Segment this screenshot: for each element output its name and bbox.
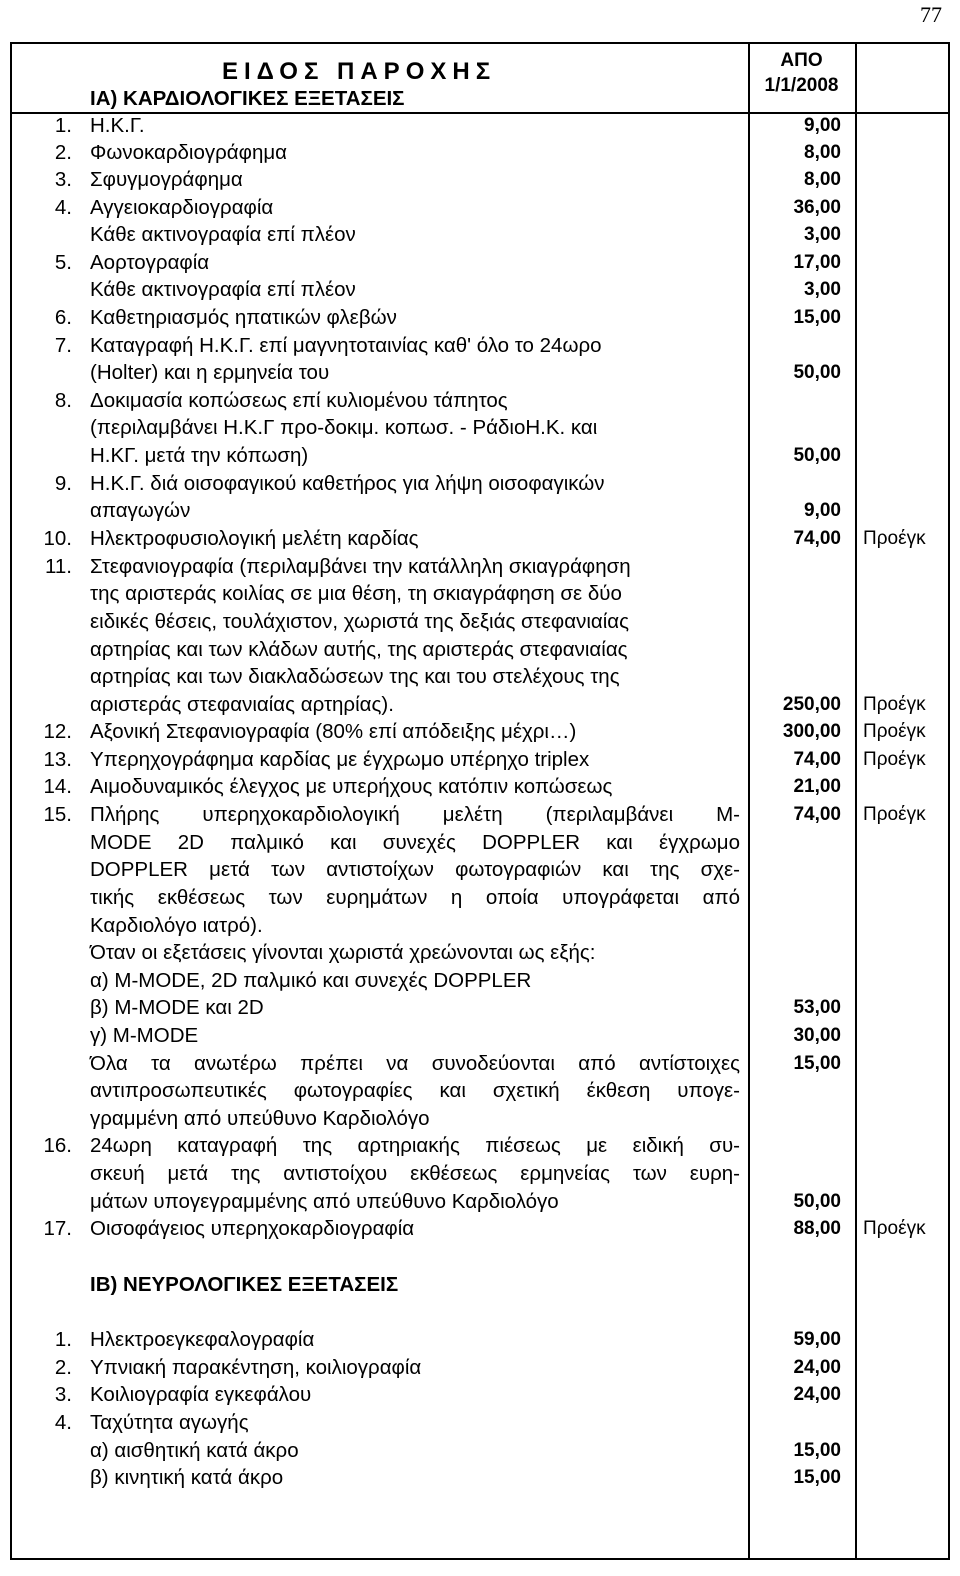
table-row — [12, 221, 948, 249]
table-row — [12, 525, 948, 553]
item-price: 17,00 — [793, 252, 841, 273]
table-row — [12, 194, 948, 222]
table-row — [12, 580, 948, 608]
item-description: αρτηρίας και των κλάδων αυτής, της αριστεράς στεφανιαίας — [90, 638, 628, 661]
section-heading: ΙΑ) ΚΑΡΔΙΟΛΟΓΙΚΕΣ ΕΞΕΤΑΣΕΙΣ — [90, 87, 405, 110]
item-price: 15,00 — [793, 1053, 841, 1074]
item-price: 3,00 — [804, 279, 841, 300]
item-description: (Holter) και η ερμηνεία του — [90, 361, 330, 384]
table-row — [12, 1215, 948, 1243]
item-number: 9. — [54, 472, 72, 495]
item-price: 74,00 — [793, 528, 841, 549]
table-row — [12, 497, 948, 525]
item-description: μάτων υπογεγραμμένης από υπεύθυνο Καρδιολόγο — [90, 1190, 559, 1213]
table-row — [12, 856, 948, 884]
item-number: 10. — [43, 527, 72, 550]
table-row — [12, 414, 948, 442]
price-table — [10, 42, 950, 1560]
table-row — [12, 801, 948, 829]
item-note: Προέγκ — [863, 804, 926, 825]
item-description: Η.Κ.Γ. διά οισοφαγικού καθετήρος για λήψη οισοφαγικών — [90, 472, 605, 495]
item-number: 11. — [45, 555, 72, 578]
table-row — [12, 746, 948, 774]
item-description: α) αισθητική κατά άκρο — [90, 1439, 299, 1462]
item-description: Φωνοκαρδιογράφημα — [90, 141, 288, 164]
table-row — [12, 442, 948, 470]
item-description: απαγωγών — [90, 499, 191, 522]
table-row — [12, 1464, 948, 1492]
item-description: Αιμοδυναμικός έλεγχος με υπερήχους κατόπιν κοπώσεως — [90, 775, 613, 798]
item-description: Κάθε ακτινογραφία επί πλέον — [90, 223, 356, 246]
item-number: 16. — [43, 1134, 72, 1157]
item-description: Ηλεκτροεγκεφαλογραφία — [90, 1328, 315, 1351]
item-price: 30,00 — [793, 1025, 841, 1046]
item-description: DOPPLER μετά των αντιστοίχων φωτογραφιών και της σχε- — [90, 858, 740, 881]
item-description: αντιπροσωπευτικές φωτογραφίες και σχετική έκθεση υπογε- — [90, 1079, 740, 1102]
item-description: Κάθε ακτινογραφία επί πλέον — [90, 278, 356, 301]
item-number: 3. — [54, 1383, 72, 1406]
item-price: 8,00 — [804, 169, 841, 190]
table-row — [12, 829, 948, 857]
item-description: σκευή μετά της αντιστοίχου εκθέσεως ερμηνείας των ευρη- — [90, 1162, 740, 1185]
item-number: 8. — [54, 389, 72, 412]
item-price: 50,00 — [793, 362, 841, 383]
item-price: 21,00 — [793, 776, 841, 797]
table-row — [12, 912, 948, 940]
header-apo-date: 1/1/2008 — [764, 75, 839, 96]
item-number: 14. — [43, 775, 72, 798]
table-row — [12, 332, 948, 360]
item-price: 15,00 — [793, 307, 841, 328]
item-description: β) M-MODE και 2D — [90, 996, 264, 1019]
table-row — [12, 1160, 948, 1188]
item-number: 12. — [43, 720, 72, 743]
table-row — [12, 276, 948, 304]
item-number: 17. — [43, 1217, 72, 1240]
table-row — [12, 1077, 948, 1105]
item-description: Σφυγμογράφημα — [90, 168, 243, 191]
item-description: Υπνιακή παρακέντηση, κοιλιογραφία — [90, 1356, 422, 1379]
section-heading: ΙΒ) ΝΕΥΡΟΛΟΓΙΚΕΣ ΕΞΕΤΑΣΕΙΣ — [90, 1273, 399, 1296]
item-note: Προέγκ — [863, 749, 926, 770]
item-price: 50,00 — [793, 1191, 841, 1212]
item-description: Αορτογραφία — [90, 251, 210, 274]
table-row — [12, 1188, 948, 1216]
table-row — [12, 304, 948, 332]
item-price: 250,00 — [782, 694, 841, 715]
table-header-title: ΕΙΔΟΣ ΠΑΡΟΧΗΣ — [222, 58, 497, 85]
item-price: 9,00 — [804, 115, 841, 136]
item-description: Καταγραφή Η.Κ.Γ. επί μαγνητοταινίας καθ' όλο το 24ωρο — [90, 334, 602, 357]
item-description: Η.ΚΓ. μετά την κόπωση) — [90, 444, 309, 467]
item-number: 15. — [43, 803, 72, 826]
item-description: Στεφανιογραφία (περιλαμβάνει την κατάλληλη σκιαγράφηση — [90, 555, 631, 578]
table-row — [12, 967, 948, 995]
table-row — [12, 663, 948, 691]
item-number: 5. — [54, 251, 72, 274]
table-row — [12, 773, 948, 801]
item-number: 6. — [54, 306, 72, 329]
item-description: Οισοφάγειος υπερηχοκαρδιογραφία — [90, 1217, 415, 1240]
table-row — [12, 636, 948, 664]
item-number: 1. — [54, 114, 72, 137]
item-description: Όλα τα ανωτέρω πρέπει να συνοδεύονται από αντίστοιχες — [90, 1052, 740, 1075]
table-row — [12, 691, 948, 719]
item-price: 15,00 — [793, 1440, 841, 1461]
item-number: 4. — [54, 1411, 72, 1434]
table-row — [12, 249, 948, 277]
item-description: αριστεράς στεφανιαίας αρτηρίας). — [90, 693, 394, 716]
table-row — [12, 85, 948, 113]
item-description: Ηλεκτροφυσιολογική μελέτη καρδίας — [90, 527, 419, 550]
item-description: Όταν οι εξετάσεις γίνονται χωριστά χρεώνονται ως εξής: — [90, 941, 596, 964]
item-number: 1. — [54, 1328, 72, 1351]
table-row — [12, 470, 948, 498]
table-row — [12, 884, 948, 912]
table-row — [12, 387, 948, 415]
table-row — [12, 1326, 948, 1354]
item-description: αρτηρίας και των διακλαδώσεων της και του στελέχους της — [90, 665, 620, 688]
item-description: MODE 2D παλμικό και συνεχές DOPPLER και έγχρωμο — [90, 831, 740, 854]
item-description: ειδικές θέσεις, τουλάχιστον, χωριστά της δεξιάς στεφανιαίας — [90, 610, 630, 633]
item-description: Καρδιολόγο ιατρό). — [90, 914, 263, 937]
item-number: 13. — [43, 748, 72, 771]
item-number: 2. — [54, 1356, 72, 1379]
item-price: 15,00 — [793, 1467, 841, 1488]
item-price: 8,00 — [804, 142, 841, 163]
table-row — [12, 112, 948, 140]
item-price: 9,00 — [804, 500, 841, 521]
table-row — [12, 939, 948, 967]
table-row — [12, 1354, 948, 1382]
page-number: 77 — [920, 2, 942, 27]
item-description: Πλήρης υπερηχοκαρδιολογική μελέτη (περιλαμβάνει Μ- — [90, 803, 740, 826]
item-description: Κοιλιογραφία εγκεφάλου — [90, 1383, 312, 1406]
item-price: 59,00 — [793, 1329, 841, 1350]
item-note: Προέγκ — [863, 694, 926, 715]
table-row — [12, 139, 948, 167]
item-number: 4. — [54, 196, 72, 219]
item-description: Αγγειοκαρδιογραφία — [90, 196, 274, 219]
item-price: 24,00 — [793, 1357, 841, 1378]
item-price: 53,00 — [793, 997, 841, 1018]
header-apo-label: ΑΠΟ — [780, 50, 823, 71]
table-row — [12, 359, 948, 387]
item-price: 3,00 — [804, 224, 841, 245]
item-price: 36,00 — [793, 197, 841, 218]
item-description: Δοκιμασία κοπώσεως επί κυλιομένου τάπητος — [90, 389, 508, 412]
item-description: β) κινητική κατά άκρο — [90, 1466, 284, 1489]
table-row — [12, 553, 948, 581]
table-row — [12, 1409, 948, 1437]
table-row — [12, 166, 948, 194]
item-description: γ) M-MODE — [90, 1024, 199, 1047]
item-description: α) M-MODE, 2D παλμικό και συνεχές DOPPLER — [90, 969, 532, 992]
table-row — [12, 718, 948, 746]
item-description: τικής εκθέσεως των ευρημάτων η οποία υπογράφεται από — [90, 886, 740, 909]
table-row — [12, 608, 948, 636]
item-description: Υπερηχογράφημα καρδίας με έγχρωμο υπέρηχο triplex — [90, 748, 590, 771]
table-row — [12, 1105, 948, 1133]
table-row — [12, 1132, 948, 1160]
table-row — [12, 994, 948, 1022]
item-description: 24ωρη καταγραφή της αρτηριακής πιέσεως με ειδική συ- — [90, 1134, 740, 1157]
table-row — [12, 1437, 948, 1465]
item-price: 24,00 — [793, 1384, 841, 1405]
item-note: Προέγκ — [863, 721, 926, 742]
item-description: (περιλαμβάνει Η.Κ.Γ προ-δοκιμ. κοπωσ. - ΡάδιοΗ.Κ. και — [90, 416, 598, 439]
item-price: 74,00 — [793, 749, 841, 770]
table-row — [12, 1050, 948, 1078]
item-price: 88,00 — [793, 1218, 841, 1239]
item-note: Προέγκ — [863, 1218, 926, 1239]
table-row — [12, 1381, 948, 1409]
item-number: 7. — [54, 334, 72, 357]
item-note: Προέγκ — [863, 528, 926, 549]
item-number: 3. — [54, 168, 72, 191]
item-description: Ταχύτητα αγωγής — [90, 1411, 249, 1434]
item-description: Αξονική Στεφανιογραφία (80% επί απόδειξης μέχρι…) — [90, 720, 577, 743]
table-row — [12, 1022, 948, 1050]
item-price: 74,00 — [793, 804, 841, 825]
item-description: Καθετηριασμός ηπατικών φλεβών — [90, 306, 397, 329]
table-row — [12, 1271, 948, 1299]
item-description: της αριστεράς κοιλίας σε μια θέση, τη σκιαγράφηση σε δύο — [90, 582, 622, 605]
item-description: γραμμένη από υπεύθυνο Καρδιολόγο — [90, 1107, 430, 1130]
item-price: 300,00 — [782, 721, 841, 742]
item-description: Η.Κ.Γ. — [90, 114, 145, 137]
item-price: 50,00 — [793, 445, 841, 466]
item-number: 2. — [54, 141, 72, 164]
